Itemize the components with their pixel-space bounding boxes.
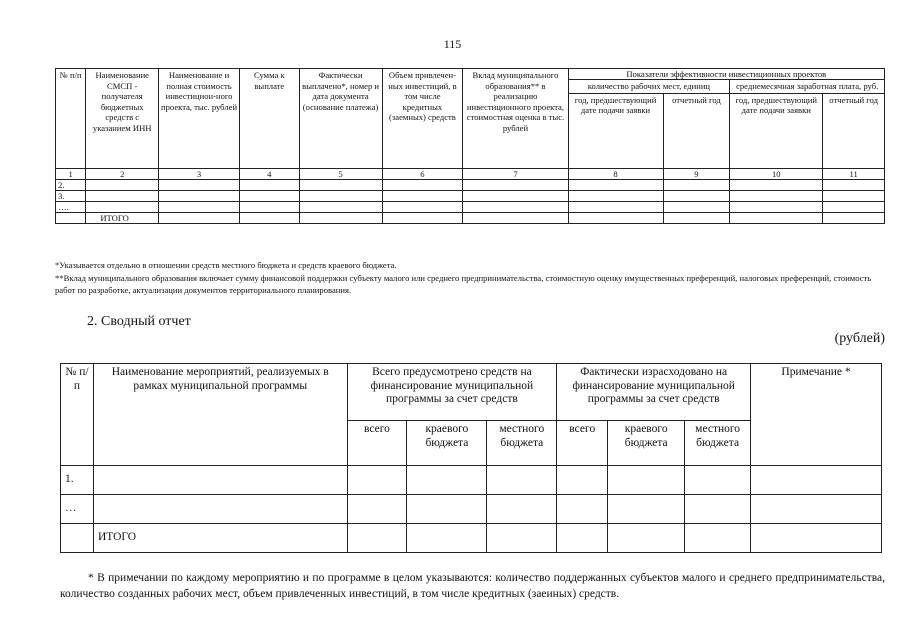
col-number: 6 [382,168,463,179]
header-salary-prev-year: год, предшествующий дате подачи заявки [730,93,823,168]
header-salary: среднемесячная заработная плата, руб. [730,80,885,94]
col-number: 5 [299,168,382,179]
header-jobs-prev-year: год, предшествующий дате подачи заявки [568,93,663,168]
table-row [56,179,885,190]
header-paid: Фактически выплачено*, номер и дата документа (основание платежа) [299,69,382,169]
col-number: 8 [568,168,663,179]
header-note: Примечание * [751,364,882,466]
header-no: № п/п [56,69,86,169]
footnote-3: * В примечании по каждому мероприятию и по программе в целом указываются: количество поддержанных субъектов малого и среднего предпринимательства, количество созданных рабочих мест, объем привлеченных инвестиций, в том числе кредитных (заеиных) средств. [60,572,885,600]
header-spent-total: всего [557,421,608,466]
header-planned-regional: краевого бюджета [407,421,487,466]
table-row-total [56,212,885,223]
page-number: 115 [443,37,462,51]
col-number: 1 [56,168,86,179]
table-row [56,190,885,201]
investment-report-table [55,68,885,224]
row-number: …. [56,201,86,212]
header-project: Наименование и полная стоимость инвестицион-ного проекта, тыс. рублей [159,69,240,169]
section-title: 2. Сводный отчет [87,314,191,329]
total-label: ИТОГО [93,524,347,553]
col-number: 9 [663,168,730,179]
table-row-total [61,524,882,553]
table-row [61,466,882,495]
col-number: 4 [239,168,299,179]
header-spent: Фактически израсходовано на финансирование муниципальной программы за счет средств [557,364,751,421]
header-spent-local: местного бюджета [685,421,751,466]
header-jobs-report-year: отчетный год [663,93,730,168]
header-measures: Наименование мероприятий, реализуемых в рамках муниципальной программы [93,364,347,466]
table-row [56,201,885,212]
unit-label: (рублей) [834,331,885,346]
header-indicators: Показатели эффективности инвестиционных проектов [568,69,884,80]
footnote-1: *Указывается отдельно в отношении средств местного бюджета и средств краевого бюджета. [55,260,397,270]
header-planned-local: местного бюджета [487,421,557,466]
header-planned-total: всего [347,421,407,466]
header-spent-regional: краевого бюджета [608,421,685,466]
header-sum: Сумма к выплате [239,69,299,169]
total-label: ИТОГО [86,212,159,223]
summary-report-table [60,363,882,553]
col-number: 11 [823,168,885,179]
row-number: 1. [61,466,94,495]
header-salary-report-year: отчетный год [823,93,885,168]
header-planned: Всего предусмотрено средств на финансирование муниципальной программы за счет средств [347,364,557,421]
footnote-2: **Вклад муниципального образования включает сумму финансовой поддержки субъекту малого или среднего предпринимательства, стоимостную оценку имущественных преференций, налоговых преференций, стоимость работ по разработке, актуализации документов территориального планирования. [55,273,872,295]
col-number: 10 [730,168,823,179]
header-contribution: Вклад муниципального образования** в реализацию инвестиционного проекта, стоимостная оценка в тыс. рублей [463,69,568,169]
row-number: … [61,495,94,524]
header-investments: Объем привлечен-ных инвестиций, в том числе кредитных (заемных) средств [382,69,463,169]
header-no: № п/п [61,364,94,466]
col-number: 3 [159,168,240,179]
row-number: 2. [56,179,86,190]
header-recipient: Наименование СМСП - получателя бюджетных средств с указанием ИНН [86,69,159,169]
header-jobs: количество рабочих мест, единиц [568,80,730,94]
col-number: 2 [86,168,159,179]
table-row [61,495,882,524]
col-number: 7 [463,168,568,179]
row-number: 3. [56,190,86,201]
